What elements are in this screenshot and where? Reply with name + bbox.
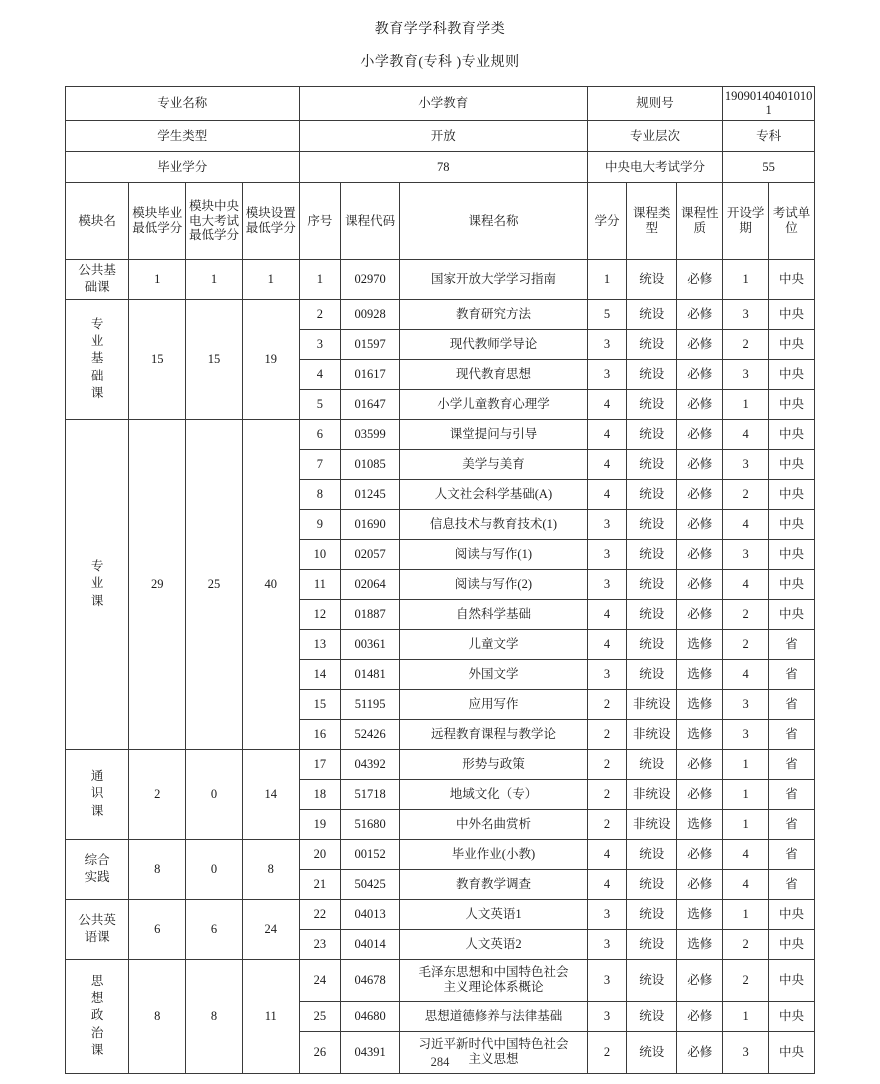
course-exam-unit: 中央 — [769, 929, 815, 959]
course-credits: 3 — [587, 569, 626, 599]
course-exam-unit: 省 — [769, 659, 815, 689]
course-no: 13 — [299, 629, 340, 659]
info-value: 78 — [299, 152, 587, 183]
course-no: 3 — [299, 329, 340, 359]
course-name: 信息技术与教育技术(1) — [400, 509, 588, 539]
column-header — [341, 183, 400, 260]
column-header — [587, 183, 626, 260]
course-type: 非统设 — [627, 719, 677, 749]
course-no: 24 — [299, 959, 340, 1001]
table-header-row — [66, 183, 815, 260]
module-name: 思 想 政 治 课 — [66, 959, 129, 1073]
module-min-exam-credits: 1 — [186, 260, 243, 300]
course-no: 20 — [299, 839, 340, 869]
table-row — [66, 899, 815, 929]
course-code: 02970 — [341, 260, 400, 300]
module-min-exam-credits: 25 — [186, 419, 243, 749]
course-exam-unit: 中央 — [769, 479, 815, 509]
course-type: 统设 — [627, 839, 677, 869]
course-credits: 1 — [587, 260, 626, 300]
course-type: 统设 — [627, 749, 677, 779]
course-no: 18 — [299, 779, 340, 809]
course-code: 51680 — [341, 809, 400, 839]
course-term: 3 — [723, 299, 769, 329]
course-term: 2 — [723, 959, 769, 1001]
course-nature: 选修 — [677, 929, 723, 959]
course-credits: 3 — [587, 659, 626, 689]
course-no: 4 — [299, 359, 340, 389]
course-term: 1 — [723, 260, 769, 300]
course-credits: 3 — [587, 959, 626, 1001]
course-exam-unit: 中央 — [769, 539, 815, 569]
course-type: 统设 — [627, 419, 677, 449]
course-nature: 必修 — [677, 1031, 723, 1073]
course-exam-unit: 省 — [769, 689, 815, 719]
course-exam-unit: 中央 — [769, 599, 815, 629]
course-no: 19 — [299, 809, 340, 839]
info-value: 55 — [723, 152, 815, 183]
course-type: 统设 — [627, 329, 677, 359]
column-header — [723, 183, 769, 260]
course-exam-unit: 中央 — [769, 419, 815, 449]
course-credits: 4 — [587, 419, 626, 449]
course-name: 外国文学 — [400, 659, 588, 689]
column-header-label: 模块名 — [78, 213, 116, 228]
course-term: 3 — [723, 359, 769, 389]
course-exam-unit: 省 — [769, 719, 815, 749]
course-type: 统设 — [627, 389, 677, 419]
module-min-graduation-credits: 6 — [129, 899, 186, 959]
column-header-label: 课程代码 — [345, 213, 396, 228]
module-min-graduation-credits: 8 — [129, 839, 186, 899]
course-code: 02064 — [341, 569, 400, 599]
module-min-graduation-credits: 29 — [129, 419, 186, 749]
course-type: 统设 — [627, 359, 677, 389]
course-code: 52426 — [341, 719, 400, 749]
course-term: 3 — [723, 449, 769, 479]
course-nature: 选修 — [677, 659, 723, 689]
course-term: 4 — [723, 869, 769, 899]
course-credits: 4 — [587, 869, 626, 899]
course-term: 2 — [723, 929, 769, 959]
course-name: 现代教育思想 — [400, 359, 588, 389]
column-header — [66, 183, 129, 260]
page-subtitle: 小学教育(专科 )专业规则 — [360, 54, 520, 70]
course-exam-unit: 中央 — [769, 959, 815, 1001]
course-nature: 必修 — [677, 779, 723, 809]
course-no: 26 — [299, 1031, 340, 1073]
course-no: 25 — [299, 1001, 340, 1031]
module-min-graduation-credits: 8 — [129, 959, 186, 1073]
course-term: 1 — [723, 809, 769, 839]
course-term: 2 — [723, 599, 769, 629]
course-no: 17 — [299, 749, 340, 779]
course-name: 美学与美育 — [400, 449, 588, 479]
column-header — [186, 183, 243, 260]
course-type: 统设 — [627, 260, 677, 300]
course-no: 2 — [299, 299, 340, 329]
module-min-setting-credits: 14 — [242, 749, 299, 839]
course-exam-unit: 中央 — [769, 449, 815, 479]
module-name: 综合 实践 — [66, 839, 129, 899]
module-min-graduation-credits: 2 — [129, 749, 186, 839]
course-term: 1 — [723, 389, 769, 419]
course-exam-unit: 省 — [769, 869, 815, 899]
course-nature: 选修 — [677, 719, 723, 749]
course-code: 04014 — [341, 929, 400, 959]
course-credits: 2 — [587, 809, 626, 839]
course-type: 统设 — [627, 599, 677, 629]
course-type: 非统设 — [627, 809, 677, 839]
module-min-setting-credits: 24 — [242, 899, 299, 959]
course-type: 统设 — [627, 1001, 677, 1031]
page-number: 284 — [430, 1055, 450, 1069]
course-name: 毛泽东思想和中国特色社会 主义理论体系概论 — [400, 959, 588, 1001]
course-code: 51718 — [341, 779, 400, 809]
course-name: 阅读与写作(1) — [400, 539, 588, 569]
course-term: 2 — [723, 329, 769, 359]
module-min-setting-credits: 1 — [242, 260, 299, 300]
course-no: 10 — [299, 539, 340, 569]
info-value: 小学教育 — [299, 86, 587, 121]
course-nature: 必修 — [677, 569, 723, 599]
course-nature: 必修 — [677, 959, 723, 1001]
info-label: 规则号 — [587, 86, 722, 121]
module-min-exam-credits: 15 — [186, 299, 243, 419]
course-nature: 必修 — [677, 749, 723, 779]
course-credits: 3 — [587, 539, 626, 569]
course-name: 教育研究方法 — [400, 299, 588, 329]
major-rules-table — [65, 86, 815, 1074]
course-term: 1 — [723, 899, 769, 929]
course-term: 1 — [723, 749, 769, 779]
course-no: 21 — [299, 869, 340, 899]
column-header-label: 考试单位 — [772, 206, 811, 236]
course-name: 小学儿童教育心理学 — [400, 389, 588, 419]
course-term: 2 — [723, 479, 769, 509]
module-name: 专 业 基 础 课 — [66, 299, 129, 419]
column-header-label: 模块中央电大考试最低学分 — [188, 198, 239, 243]
info-row — [66, 152, 815, 183]
course-credits: 5 — [587, 299, 626, 329]
course-code: 01690 — [341, 509, 400, 539]
course-exam-unit: 中央 — [769, 260, 815, 300]
course-name: 思想道德修养与法律基础 — [400, 1001, 588, 1031]
course-exam-unit: 中央 — [769, 299, 815, 329]
info-label: 毕业学分 — [66, 152, 300, 183]
course-term: 1 — [723, 1001, 769, 1031]
module-name: 通 识 课 — [66, 749, 129, 839]
course-code: 02057 — [341, 539, 400, 569]
course-exam-unit: 省 — [769, 839, 815, 869]
course-nature: 必修 — [677, 299, 723, 329]
course-nature: 必修 — [677, 1001, 723, 1031]
course-exam-unit: 省 — [769, 749, 815, 779]
course-type: 统设 — [627, 959, 677, 1001]
info-label: 专业层次 — [587, 121, 722, 152]
course-no: 6 — [299, 419, 340, 449]
module-min-exam-credits: 8 — [186, 959, 243, 1073]
course-type: 统设 — [627, 659, 677, 689]
info-label: 学生类型 — [66, 121, 300, 152]
column-header-label: 模块设置最低学分 — [245, 206, 296, 236]
course-code: 01647 — [341, 389, 400, 419]
course-term: 4 — [723, 419, 769, 449]
course-code: 01245 — [341, 479, 400, 509]
course-name: 阅读与写作(2) — [400, 569, 588, 599]
course-credits: 4 — [587, 599, 626, 629]
column-header-label: 模块毕业最低学分 — [132, 206, 183, 236]
course-code: 04680 — [341, 1001, 400, 1031]
course-nature: 必修 — [677, 539, 723, 569]
module-min-setting-credits: 19 — [242, 299, 299, 419]
column-header — [400, 183, 588, 260]
course-credits: 2 — [587, 719, 626, 749]
course-type: 非统设 — [627, 689, 677, 719]
module-min-graduation-credits: 15 — [129, 299, 186, 419]
course-nature: 必修 — [677, 329, 723, 359]
course-type: 统设 — [627, 869, 677, 899]
module-min-exam-credits: 0 — [186, 839, 243, 899]
course-credits: 4 — [587, 449, 626, 479]
info-value: 开放 — [299, 121, 587, 152]
course-nature: 选修 — [677, 629, 723, 659]
course-credits: 4 — [587, 629, 626, 659]
column-header — [242, 183, 299, 260]
course-credits: 4 — [587, 479, 626, 509]
column-header — [299, 183, 340, 260]
course-exam-unit: 中央 — [769, 509, 815, 539]
column-header — [677, 183, 723, 260]
course-credits: 2 — [587, 1031, 626, 1073]
course-credits: 4 — [587, 389, 626, 419]
course-credits: 4 — [587, 839, 626, 869]
column-header — [627, 183, 677, 260]
course-term: 3 — [723, 539, 769, 569]
course-code: 01481 — [341, 659, 400, 689]
module-name: 公共基 础课 — [66, 260, 129, 300]
course-credits: 3 — [587, 899, 626, 929]
module-min-graduation-credits: 1 — [129, 260, 186, 300]
column-header-label: 课程名称 — [468, 213, 519, 228]
course-exam-unit: 中央 — [769, 569, 815, 599]
info-row — [66, 86, 815, 121]
course-credits: 3 — [587, 509, 626, 539]
course-exam-unit: 中央 — [769, 899, 815, 929]
course-nature: 选修 — [677, 689, 723, 719]
course-exam-unit: 中央 — [769, 389, 815, 419]
info-label: 中央电大考试学分 — [587, 152, 722, 183]
course-exam-unit: 中央 — [769, 1001, 815, 1031]
course-credits: 2 — [587, 779, 626, 809]
course-name: 远程教育课程与教学论 — [400, 719, 588, 749]
course-code: 04013 — [341, 899, 400, 929]
course-no: 12 — [299, 599, 340, 629]
course-no: 15 — [299, 689, 340, 719]
course-code: 01597 — [341, 329, 400, 359]
course-term: 1 — [723, 779, 769, 809]
table-row — [66, 260, 815, 300]
module-min-setting-credits: 8 — [242, 839, 299, 899]
module-min-exam-credits: 6 — [186, 899, 243, 959]
course-code: 04391 — [341, 1031, 400, 1073]
info-value: 190901404010101 — [723, 86, 815, 121]
course-type: 非统设 — [627, 779, 677, 809]
course-credits: 3 — [587, 1001, 626, 1031]
info-value: 专科 — [723, 121, 815, 152]
course-term: 3 — [723, 1031, 769, 1073]
course-name: 现代教师学导论 — [400, 329, 588, 359]
column-header-label: 学分 — [594, 213, 620, 228]
column-header — [129, 183, 186, 260]
column-header-label: 课程性质 — [681, 206, 719, 236]
course-name: 人文社会科学基础(A) — [400, 479, 588, 509]
course-name: 形势与政策 — [400, 749, 588, 779]
course-code: 04392 — [341, 749, 400, 779]
course-name: 国家开放大学学习指南 — [400, 260, 588, 300]
course-nature: 必修 — [677, 599, 723, 629]
course-code: 01617 — [341, 359, 400, 389]
course-code: 51195 — [341, 689, 400, 719]
course-name: 人文英语2 — [400, 929, 588, 959]
course-code: 03599 — [341, 419, 400, 449]
info-row — [66, 121, 815, 152]
course-no: 5 — [299, 389, 340, 419]
course-type: 统设 — [627, 299, 677, 329]
course-no: 16 — [299, 719, 340, 749]
course-credits: 2 — [587, 749, 626, 779]
course-exam-unit: 省 — [769, 809, 815, 839]
course-exam-unit: 中央 — [769, 1031, 815, 1073]
column-header — [769, 183, 815, 260]
course-name: 儿童文学 — [400, 629, 588, 659]
course-no: 1 — [299, 260, 340, 300]
table-row — [66, 839, 815, 869]
course-type: 统设 — [627, 449, 677, 479]
course-nature: 必修 — [677, 509, 723, 539]
course-no: 7 — [299, 449, 340, 479]
info-label: 专业名称 — [66, 86, 300, 121]
course-no: 23 — [299, 929, 340, 959]
course-type: 统设 — [627, 479, 677, 509]
course-nature: 选修 — [677, 899, 723, 929]
course-type: 统设 — [627, 929, 677, 959]
table-row — [66, 749, 815, 779]
module-min-setting-credits: 40 — [242, 419, 299, 749]
course-nature: 必修 — [677, 359, 723, 389]
course-name: 人文英语1 — [400, 899, 588, 929]
column-header-label: 开设学期 — [726, 206, 765, 236]
course-nature: 必修 — [677, 449, 723, 479]
course-term: 2 — [723, 629, 769, 659]
course-nature: 必修 — [677, 839, 723, 869]
course-code: 01085 — [341, 449, 400, 479]
course-term: 3 — [723, 689, 769, 719]
course-credits: 3 — [587, 329, 626, 359]
course-term: 4 — [723, 659, 769, 689]
course-code: 04678 — [341, 959, 400, 1001]
course-nature: 选修 — [677, 809, 723, 839]
page-title: 教育学学科教育学类 — [374, 22, 506, 37]
course-type: 统设 — [627, 509, 677, 539]
course-type: 统设 — [627, 539, 677, 569]
course-no: 11 — [299, 569, 340, 599]
course-name: 教育教学调查 — [400, 869, 588, 899]
table-row — [66, 299, 815, 329]
course-code: 00152 — [341, 839, 400, 869]
course-no: 9 — [299, 509, 340, 539]
course-type: 统设 — [627, 1031, 677, 1073]
course-no: 14 — [299, 659, 340, 689]
course-exam-unit: 中央 — [769, 359, 815, 389]
course-type: 统设 — [627, 899, 677, 929]
course-nature: 必修 — [677, 479, 723, 509]
course-exam-unit: 省 — [769, 779, 815, 809]
column-header-label: 序号 — [307, 213, 333, 228]
course-name: 毕业作业(小教) — [400, 839, 588, 869]
course-term: 4 — [723, 569, 769, 599]
module-name: 公共英 语课 — [66, 899, 129, 959]
course-name: 课堂提问与引导 — [400, 419, 588, 449]
module-name: 专 业 课 — [66, 419, 129, 749]
course-no: 8 — [299, 479, 340, 509]
course-name: 地域文化（专） — [400, 779, 588, 809]
course-code: 50425 — [341, 869, 400, 899]
course-exam-unit: 中央 — [769, 329, 815, 359]
course-type: 统设 — [627, 629, 677, 659]
table-row — [66, 959, 815, 1001]
course-no: 22 — [299, 899, 340, 929]
course-name: 习近平新时代中国特色社会 主义思想 — [400, 1031, 588, 1073]
module-min-setting-credits: 11 — [242, 959, 299, 1073]
course-credits: 2 — [587, 689, 626, 719]
course-name: 应用写作 — [400, 689, 588, 719]
module-min-exam-credits: 0 — [186, 749, 243, 839]
course-exam-unit: 省 — [769, 629, 815, 659]
course-code: 00928 — [341, 299, 400, 329]
course-nature: 必修 — [677, 260, 723, 300]
course-term: 3 — [723, 719, 769, 749]
course-credits: 3 — [587, 929, 626, 959]
course-credits: 3 — [587, 359, 626, 389]
course-nature: 必修 — [677, 419, 723, 449]
course-code: 00361 — [341, 629, 400, 659]
column-header-label: 课程类型 — [632, 206, 671, 236]
course-term: 4 — [723, 839, 769, 869]
table-row — [66, 419, 815, 449]
course-code: 01887 — [341, 599, 400, 629]
course-nature: 必修 — [677, 389, 723, 419]
course-nature: 必修 — [677, 869, 723, 899]
course-type: 统设 — [627, 569, 677, 599]
course-name: 自然科学基础 — [400, 599, 588, 629]
course-term: 4 — [723, 509, 769, 539]
course-name: 中外名曲赏析 — [400, 809, 588, 839]
